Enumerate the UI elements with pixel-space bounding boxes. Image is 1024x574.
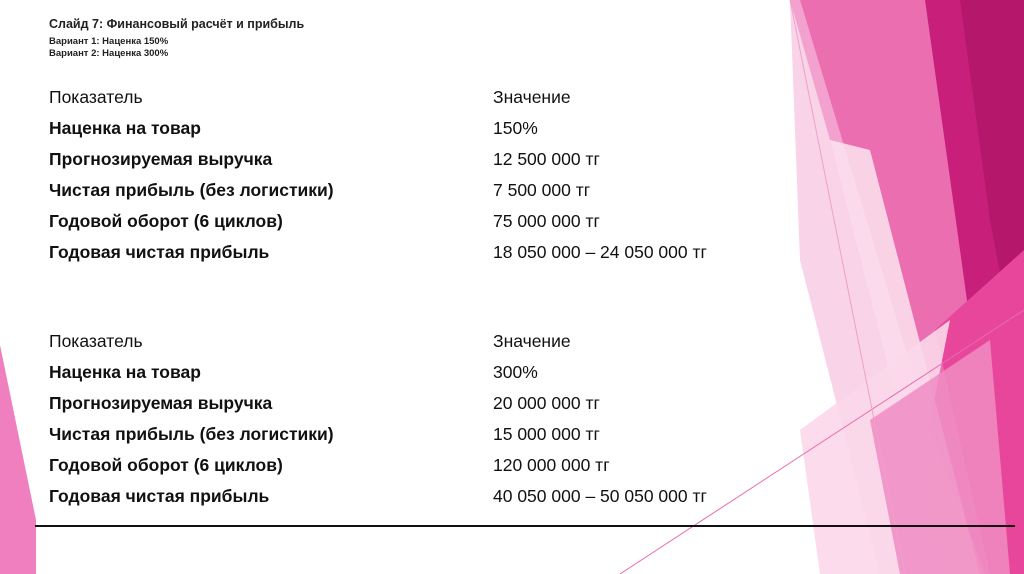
table-row xyxy=(49,455,769,486)
row-value: 150% xyxy=(493,118,538,138)
table-row xyxy=(49,486,769,517)
row-label: Годовая чистая прибыль xyxy=(49,486,270,506)
column-header-value: Значение xyxy=(493,331,571,351)
bottom-divider xyxy=(35,525,1015,527)
table-row xyxy=(49,211,769,242)
row-value: 120 000 000 тг xyxy=(493,455,610,475)
table-row xyxy=(49,149,769,180)
table-header-row xyxy=(49,87,769,118)
row-label: Чистая прибыль (без логистики) xyxy=(49,180,334,200)
row-label: Прогнозируемая выручка xyxy=(49,149,273,169)
table-header-row xyxy=(49,331,769,362)
table-variant-1 xyxy=(49,87,769,273)
slide-header xyxy=(49,17,304,60)
table-variant-2 xyxy=(49,331,769,517)
row-label: Чистая прибыль (без логистики) xyxy=(49,424,334,444)
row-value: 40 050 000 – 50 050 000 тг xyxy=(493,486,707,506)
variant-1-note: Вариант 1: Наценка 150% xyxy=(49,36,169,47)
table-row xyxy=(49,362,769,393)
row-value: 20 000 000 тг xyxy=(493,393,600,413)
table-row xyxy=(49,180,769,211)
column-header-indicator: Показатель xyxy=(49,331,143,351)
row-label: Прогнозируемая выручка xyxy=(49,393,273,413)
row-value: 75 000 000 тг xyxy=(493,211,600,231)
row-label: Годовой оборот (6 циклов) xyxy=(49,211,283,231)
slide-title: Слайд 7: Финансовый расчёт и прибыль xyxy=(49,17,305,31)
variant-2-note: Вариант 2: Наценка 300% xyxy=(49,48,169,59)
row-value: 15 000 000 тг xyxy=(493,424,600,444)
table-row xyxy=(49,118,769,149)
row-value: 12 500 000 тг xyxy=(493,149,600,169)
row-label: Наценка на товар xyxy=(49,118,201,138)
row-value: 7 500 000 тг xyxy=(493,180,591,200)
row-label: Наценка на товар xyxy=(49,362,201,382)
column-header-value: Значение xyxy=(493,87,571,107)
row-label: Годовая чистая прибыль xyxy=(49,242,270,262)
table-row xyxy=(49,242,769,273)
left-pink-strip xyxy=(0,345,36,574)
row-value: 18 050 000 – 24 050 000 тг xyxy=(493,242,707,262)
column-header-indicator: Показатель xyxy=(49,87,143,107)
row-label: Годовой оборот (6 циклов) xyxy=(49,455,283,475)
table-row xyxy=(49,424,769,455)
row-value: 300% xyxy=(493,362,538,382)
table-row xyxy=(49,393,769,424)
